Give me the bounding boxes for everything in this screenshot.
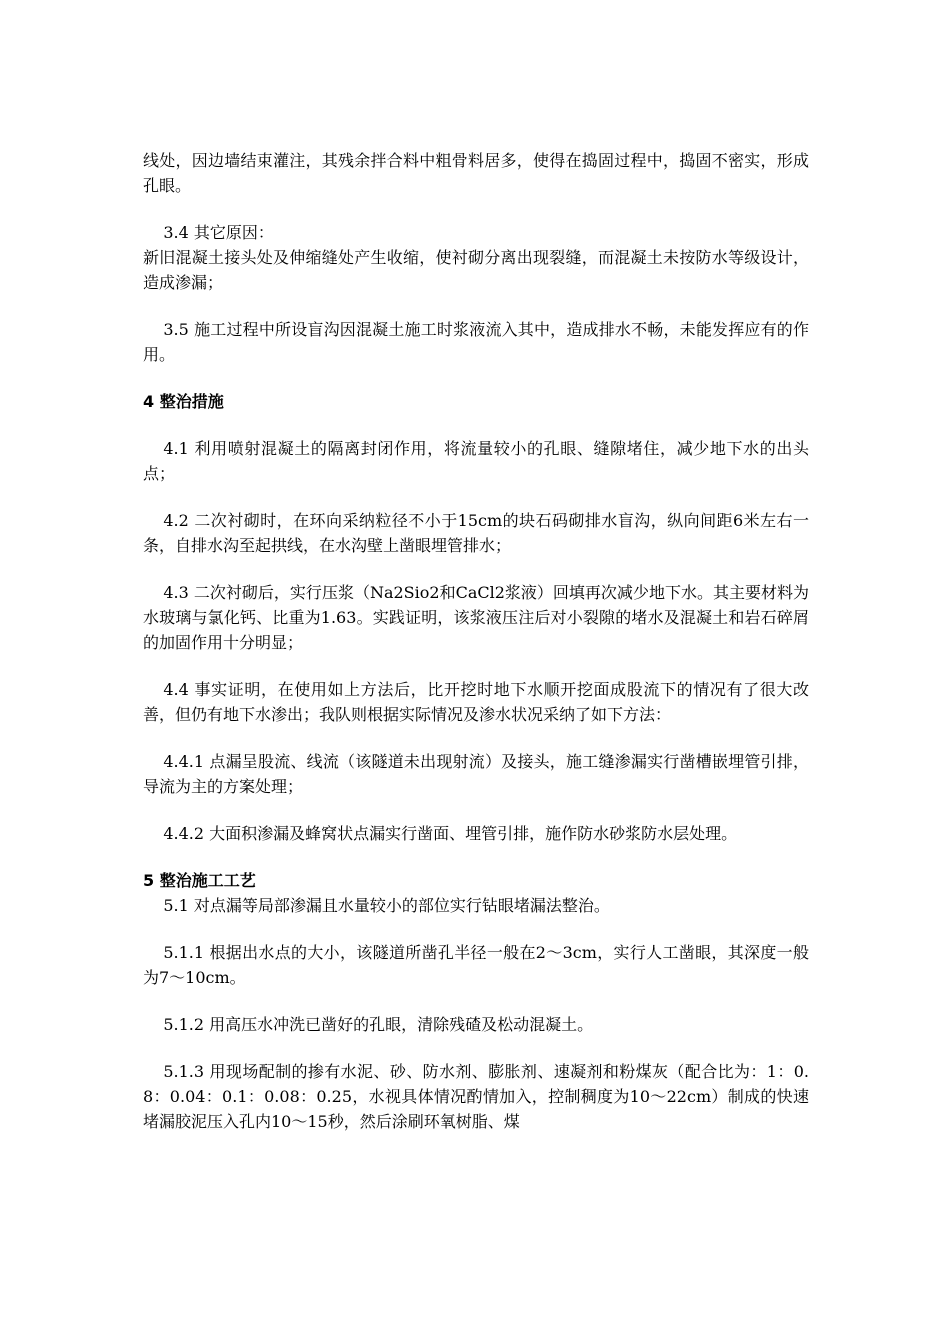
heading-section-5: 5 整治施工工艺 <box>143 871 256 890</box>
document-page <box>143 148 809 1134</box>
section-5-1: 5.1 对点漏等局部渗漏且水量较小的部位实行钻眼堵漏法整治。 <box>163 896 610 915</box>
section-4-4-1: 4.4.1 点漏呈股流、线流（该隧道未出现射流）及接头，施工缝渗漏实行凿槽嵌埋管引排，导流为主的方案处理； <box>143 752 809 796</box>
heading-section-4: 4 整治措施 <box>143 392 224 411</box>
section-4-1: 4.1 利用喷射混凝土的隔离封闭作用，将流量较小的孔眼、缝隙堵住，减少地下水的出头点； <box>143 439 809 483</box>
section-4-3: 4.3 二次衬砌后，实行压浆（Na2Sio2和CaCl2浆液）回填再次减少地下水。其主要材料为水玻璃与氯化钙、比重为1.63。实践证明，该浆液压注后对小裂隙的堵水及混凝土和岩石碎屑的加固作用十分明显； <box>143 583 809 652</box>
section-3-4-title: 3.4 其它原因： <box>163 223 274 242</box>
section-3-5: 3.5 施工过程中所设盲沟因混凝土施工时浆液流入其中，造成排水不畅，未能发挥应有的作用。 <box>143 320 809 364</box>
section-4-4-2: 4.4.2 大面积渗漏及蜂窝状点漏实行凿面、埋管引排，施作防水砂浆防水层处理。 <box>163 824 738 843</box>
section-4-2: 4.2 二次衬砌时，在环向采纳粒径不小于15cm的块石码砌排水盲沟，纵向间距6米左右一条，自排水沟至起拱线，在水沟壁上凿眼埋管排水； <box>143 511 809 555</box>
section-5-1-1: 5.1.1 根据出水点的大小，该隧道所凿孔半径一般在2～3cm，实行人工凿眼，其深度一般为7～10cm。 <box>143 943 809 987</box>
section-5-1-3: 5.1.3 用现场配制的掺有水泥、砂、防水剂、膨胀剂、速凝剂和粉煤灰（配合比为：1：0.8：0.04：0.1：0.08：0.25，水视具体情况酌情加入，控制稠度为10～22cm）制成的快速堵漏胶泥压入孔内10～15秒，然后涂刷环氧树脂、煤 <box>143 1062 809 1131</box>
section-3-4-body: 新旧混凝土接头处及伸缩缝处产生收缩，使衬砌分离出现裂缝，而混凝土未按防水等级设计，造成渗漏； <box>143 248 809 292</box>
section-4-4: 4.4 事实证明，在使用如上方法后，比开挖时地下水顺开挖面成股流下的情况有了很大改善，但仍有地下水渗出；我队则根据实际情况及渗水状况采纳了如下方法： <box>143 680 809 724</box>
section-5-1-2: 5.1.2 用高压水冲洗已凿好的孔眼，清除残碴及松动混凝土。 <box>163 1015 594 1034</box>
paragraph-continuation: 线处，因边墙结束灌注，其残余拌合料中粗骨料居多，使得在捣固过程中，捣固不密实，形成孔眼。 <box>143 151 809 195</box>
